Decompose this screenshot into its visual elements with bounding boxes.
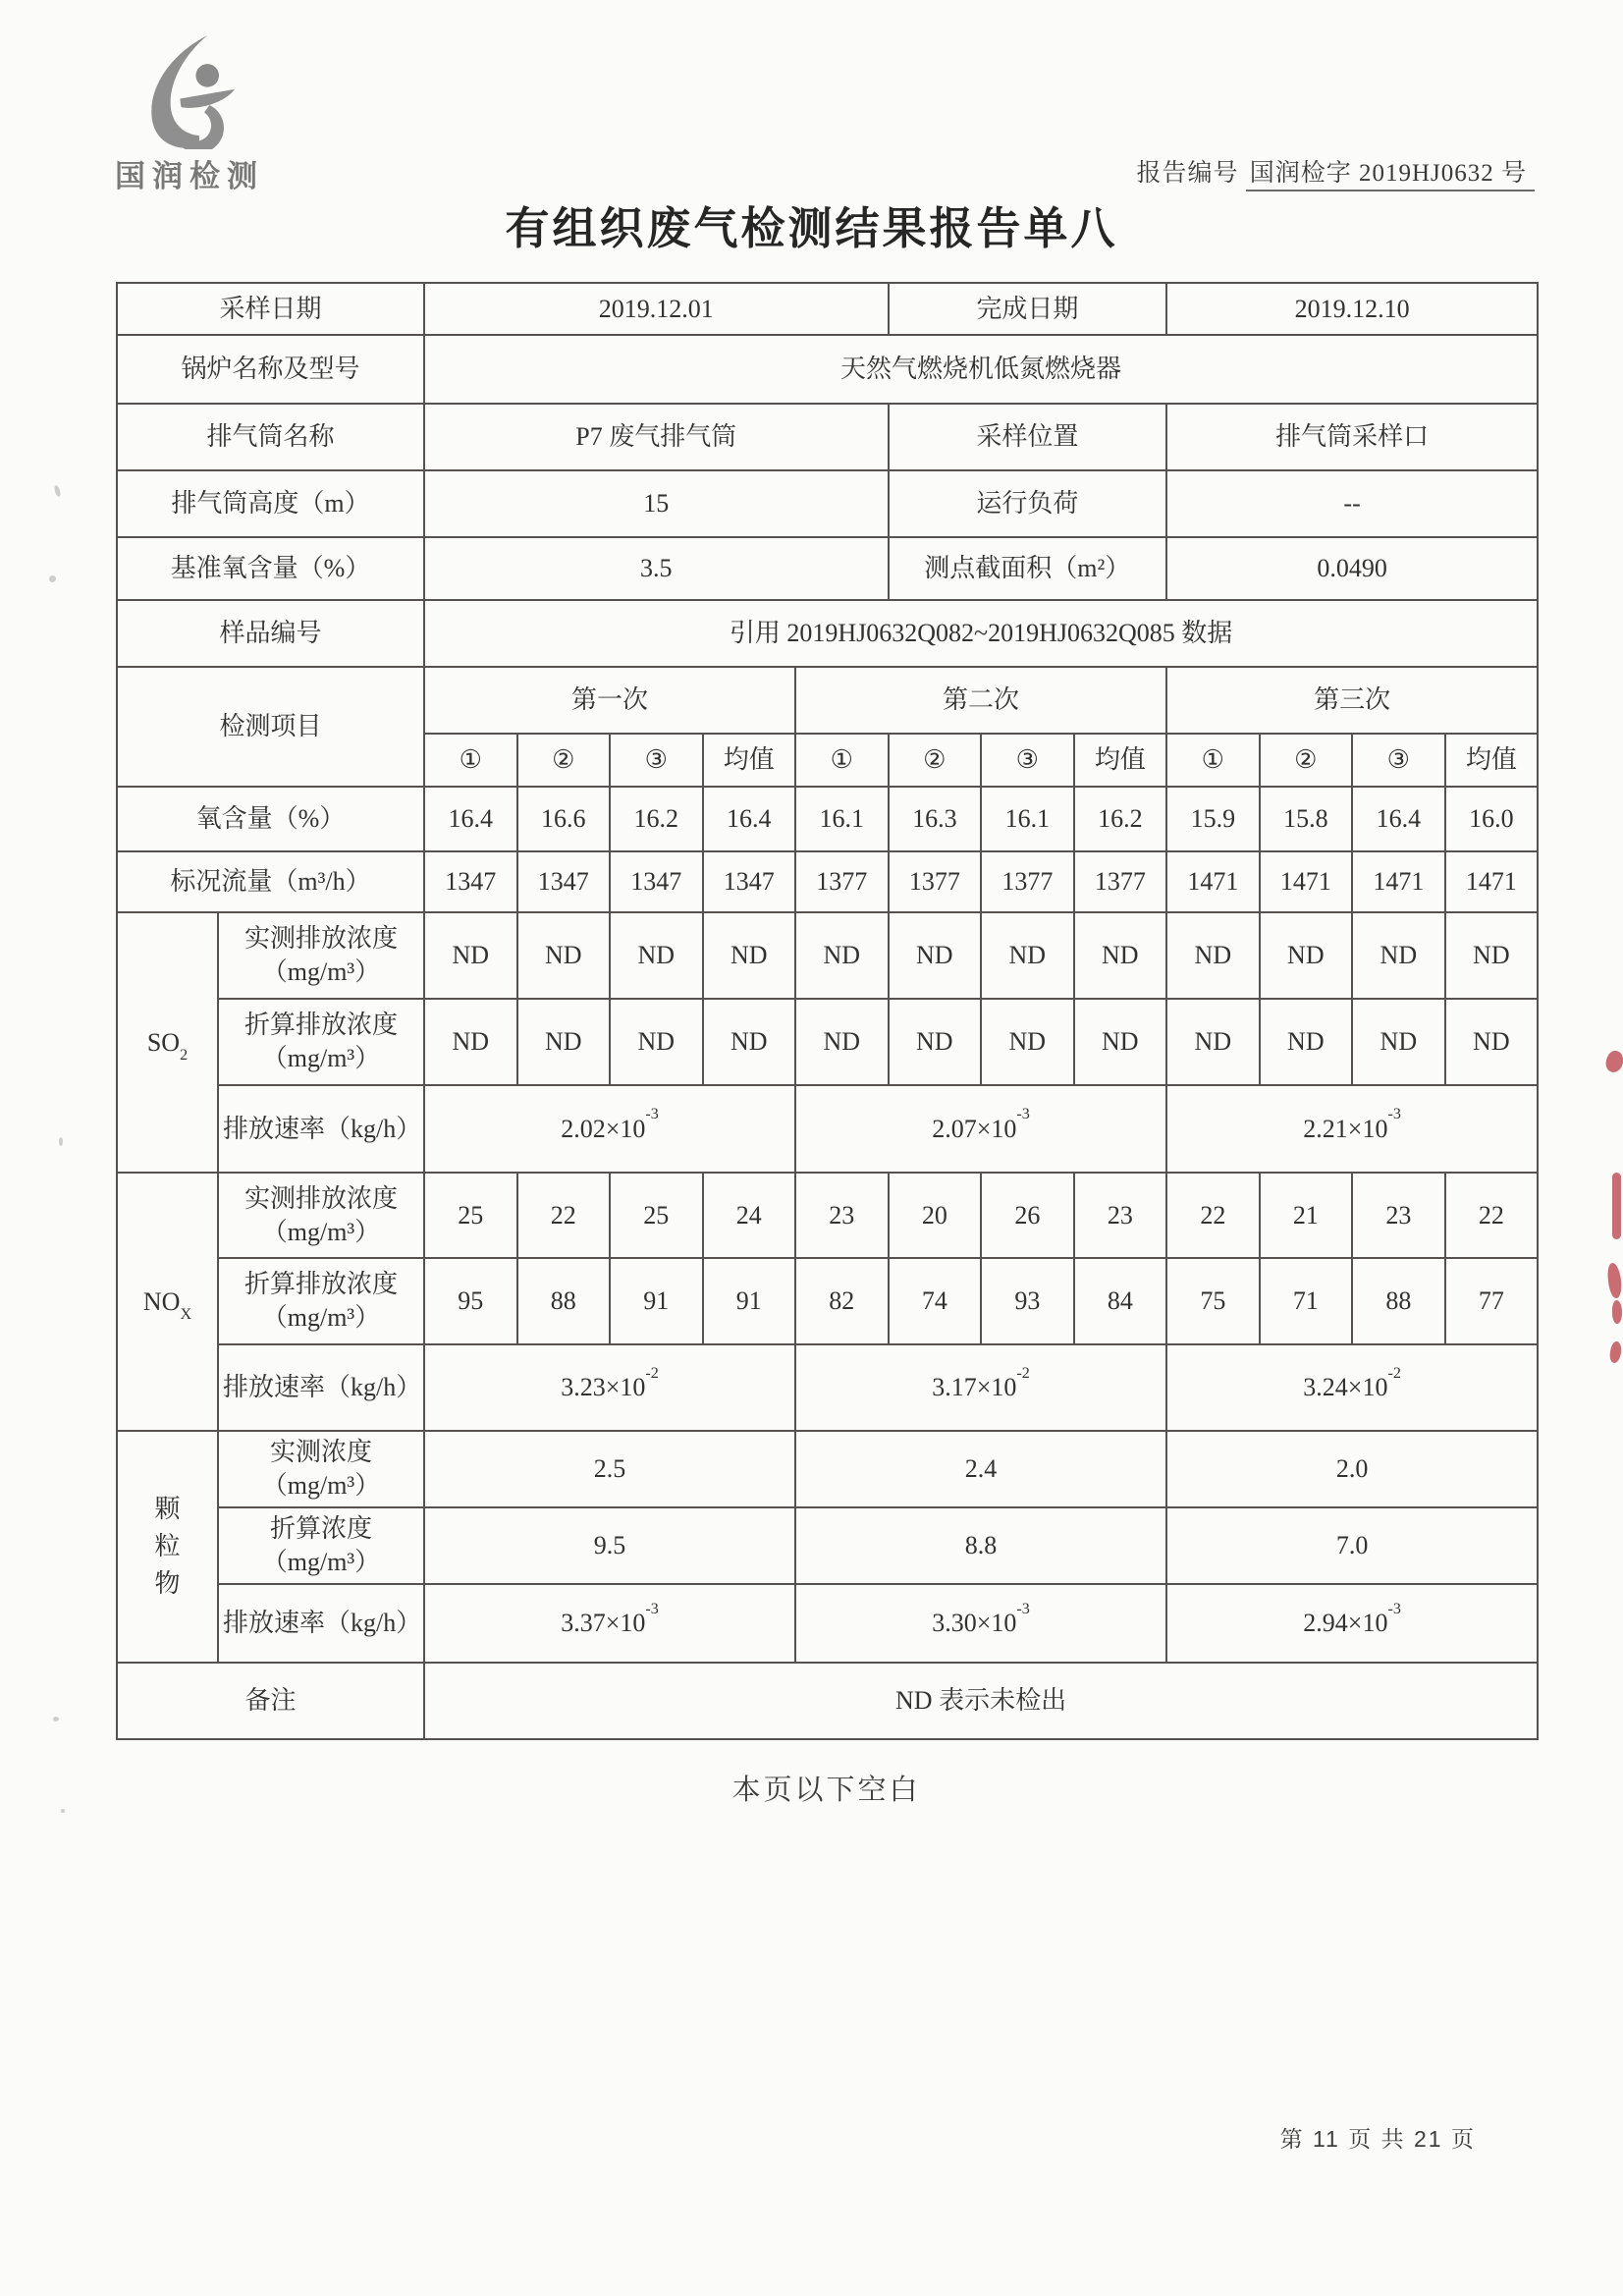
value-cell (424, 1085, 795, 1173)
value-cell: 16.1 (795, 787, 889, 851)
rate-base: 3.24×10 (1303, 1373, 1388, 1402)
subcol-header-cell: ③ (610, 734, 703, 787)
value-cell: 16.2 (1074, 787, 1167, 851)
results-table (116, 282, 1539, 1740)
value-cell: 23 (795, 1173, 889, 1258)
value-cell: 9.5 (424, 1507, 795, 1584)
value-cell (1166, 1344, 1538, 1431)
substance-nox (117, 1173, 218, 1431)
value-cell: ND (1445, 999, 1539, 1085)
value-cell: 引用 2019HJ0632Q082~2019HJ0632Q085 数据 (424, 600, 1538, 667)
row-pm-measured (117, 1431, 1538, 1507)
row-pm-rate (117, 1584, 1538, 1663)
value-cell: 26 (981, 1173, 1074, 1258)
rate-base: 3.30×10 (932, 1609, 1017, 1638)
value-cell: 82 (795, 1258, 889, 1344)
value-cell: 2019.12.10 (1166, 283, 1538, 335)
row-stack-height (117, 470, 1538, 537)
row-sampling-date (117, 283, 1538, 335)
value-cell: 1377 (795, 851, 889, 912)
row-nox-measured (117, 1173, 1538, 1258)
subcol-header-cell: 均值 (703, 734, 796, 787)
page-title: 有组织废气检测结果报告单八 (505, 204, 1118, 253)
value-cell: 2.5 (424, 1431, 795, 1507)
label-cell: 折算浓度（mg/m³） (218, 1507, 424, 1584)
blank-note: 本页以下空白 (731, 1775, 921, 1806)
row-so2-converted (117, 999, 1538, 1085)
value-cell: ND (424, 999, 517, 1085)
label-cell: 完成日期 (889, 283, 1167, 335)
substance-name: 颗粒物 (154, 1495, 181, 1598)
value-cell: 1347 (703, 851, 796, 912)
value-cell (424, 1584, 795, 1663)
red-ink-mark (1612, 1300, 1622, 1324)
value-cell: 3.5 (424, 537, 889, 600)
run-header-cell: 第一次 (424, 667, 795, 734)
label-cell: 备注 (117, 1663, 424, 1739)
label-cell: 排气筒高度（m） (117, 470, 424, 537)
value-cell: 2019.12.01 (424, 283, 889, 335)
value-cell: -- (1166, 470, 1538, 537)
row-flow (117, 851, 1538, 912)
rate-exponent: -3 (645, 1600, 659, 1617)
value-cell: ND (1352, 999, 1445, 1085)
rate-exponent: -3 (1387, 1600, 1401, 1617)
value-cell: ND (703, 912, 796, 999)
rate-exponent: -3 (645, 1106, 659, 1123)
label-cell: 排放速率（kg/h） (218, 1085, 424, 1173)
scan-speck (59, 1137, 63, 1146)
label-cell: 氧含量（%） (117, 787, 424, 851)
value-cell: 25 (610, 1173, 703, 1258)
company-logo (106, 33, 273, 195)
value-cell: ND (1445, 912, 1539, 999)
scan-speck (53, 1717, 59, 1722)
value-cell: 15.9 (1166, 787, 1260, 851)
value-cell: 23 (1074, 1173, 1167, 1258)
label-cell: 实测排放浓度（mg/m³） (218, 1173, 424, 1258)
run-header-cell: 第三次 (1166, 667, 1538, 734)
rate-exponent: -2 (1387, 1364, 1401, 1382)
value-cell: 1347 (610, 851, 703, 912)
logo-mark-icon (131, 33, 248, 149)
value-cell: 2.0 (1166, 1431, 1538, 1507)
subcol-header-cell: ① (795, 734, 889, 787)
value-cell: 74 (889, 1258, 982, 1344)
value-cell: 1471 (1166, 851, 1260, 912)
value-cell: 1471 (1445, 851, 1539, 912)
rate-base: 3.37×10 (561, 1609, 646, 1638)
value-cell: ND (1166, 999, 1260, 1085)
subcol-header-cell: ② (889, 734, 982, 787)
value-cell: 1377 (981, 851, 1074, 912)
value-cell: 7.0 (1166, 1507, 1538, 1584)
label-cell: 采样日期 (117, 283, 424, 335)
report-number-label: 报告编号 (1136, 160, 1239, 187)
value-cell: 16.4 (703, 787, 796, 851)
label-cell: 标况流量（m³/h） (117, 851, 424, 912)
rate-exponent: -2 (1016, 1364, 1030, 1382)
value-cell: 20 (889, 1173, 982, 1258)
row-run-header (117, 667, 1538, 734)
subcol-header-cell: 均值 (1445, 734, 1539, 787)
value-cell: 排气筒采样口 (1166, 404, 1538, 470)
value-cell: 16.6 (517, 787, 611, 851)
label-cell: 基准氧含量（%） (117, 537, 424, 600)
subcol-header-cell: ① (1166, 734, 1260, 787)
value-cell: ND (703, 999, 796, 1085)
rate-exponent: -2 (645, 1364, 659, 1382)
substance-subscript: X (180, 1305, 192, 1323)
value-cell: ND (1074, 912, 1167, 999)
label-cell: 实测浓度（mg/m³） (218, 1431, 424, 1507)
label-cell: 排放速率（kg/h） (218, 1584, 424, 1663)
value-cell: 75 (1166, 1258, 1260, 1344)
label-cell: 采样位置 (889, 404, 1167, 470)
value-cell: 16.0 (1445, 787, 1539, 851)
rate-exponent: -3 (1016, 1106, 1030, 1123)
value-cell: ND (981, 912, 1074, 999)
row-stack-name (117, 404, 1538, 470)
row-nox-rate (117, 1344, 1538, 1431)
row-boiler (117, 335, 1538, 404)
value-cell: 71 (1260, 1258, 1353, 1344)
value-cell: 23 (1352, 1173, 1445, 1258)
red-ink-mark (1603, 1049, 1623, 1074)
value-cell: ND (1074, 999, 1167, 1085)
red-ink-mark (1612, 1173, 1621, 1239)
value-cell: 88 (1352, 1258, 1445, 1344)
value-cell: 16.2 (610, 787, 703, 851)
label-cell: 检测项目 (117, 667, 424, 787)
value-cell (795, 1584, 1166, 1663)
report-number-line (1136, 153, 1535, 189)
value-cell: 16.4 (1352, 787, 1445, 851)
rate-base: 2.21×10 (1303, 1114, 1388, 1143)
value-cell: 22 (517, 1173, 611, 1258)
value-cell: 24 (703, 1173, 796, 1258)
value-cell: 77 (1445, 1258, 1539, 1344)
value-cell: 0.0490 (1166, 537, 1538, 600)
value-cell: 16.4 (424, 787, 517, 851)
value-cell: ND (1260, 999, 1353, 1085)
value-cell: ND (610, 999, 703, 1085)
label-cell: 样品编号 (117, 600, 424, 667)
value-cell: ND (889, 999, 982, 1085)
value-cell: 8.8 (795, 1507, 1166, 1584)
value-cell: 天然气燃烧机低氮燃烧器 (424, 335, 1538, 404)
value-cell: 16.3 (889, 787, 982, 851)
value-cell: 1471 (1352, 851, 1445, 912)
rate-exponent: -3 (1016, 1600, 1030, 1617)
row-so2-rate (117, 1085, 1538, 1173)
value-cell: ND (795, 999, 889, 1085)
value-cell: 15 (424, 470, 889, 537)
report-number: 国润检字 2019HJ0632 号 (1246, 160, 1535, 191)
value-cell: P7 废气排气筒 (424, 404, 889, 470)
label-cell: 运行负荷 (889, 470, 1167, 537)
row-remark (117, 1663, 1538, 1739)
value-cell: 93 (981, 1258, 1074, 1344)
logo-text: 国润检测 (115, 159, 264, 193)
page-number: 第 11 页 共 21 页 (1279, 2126, 1476, 2152)
value-cell: 84 (1074, 1258, 1167, 1344)
label-cell: 排气筒名称 (117, 404, 424, 470)
value-cell: ND 表示未检出 (424, 1663, 1538, 1739)
value-cell (424, 1344, 795, 1431)
row-oxygen-baseline (117, 537, 1538, 600)
rate-exponent: -3 (1387, 1106, 1401, 1123)
label-cell: 排放速率（kg/h） (218, 1344, 424, 1431)
value-cell: ND (517, 912, 611, 999)
label-cell: 折算排放浓度（mg/m³） (218, 999, 424, 1085)
value-cell: 16.1 (981, 787, 1074, 851)
value-cell: 88 (517, 1258, 611, 1344)
value-cell: ND (424, 912, 517, 999)
value-cell (1166, 1085, 1538, 1173)
value-cell: ND (517, 999, 611, 1085)
value-cell: 91 (610, 1258, 703, 1344)
label-cell: 实测排放浓度（mg/m³） (218, 912, 424, 999)
value-cell: ND (795, 912, 889, 999)
rate-base: 3.23×10 (561, 1373, 646, 1402)
substance-name: SO (146, 1027, 181, 1057)
value-cell: 95 (424, 1258, 517, 1344)
row-nox-converted (117, 1258, 1538, 1344)
scan-speck (53, 485, 61, 498)
label-cell: 锅炉名称及型号 (117, 335, 424, 404)
label-cell: 测点截面积（m²） (889, 537, 1167, 600)
rate-base: 2.94×10 (1303, 1609, 1388, 1638)
substance-subscript: 2 (180, 1046, 189, 1064)
value-cell: ND (1166, 912, 1260, 999)
value-cell: 1347 (424, 851, 517, 912)
red-ink-mark (1608, 1340, 1623, 1364)
value-cell: 25 (424, 1173, 517, 1258)
row-so2-measured (117, 912, 1538, 999)
run-header-cell: 第二次 (795, 667, 1166, 734)
value-cell (795, 1344, 1166, 1431)
rate-base: 3.17×10 (932, 1373, 1017, 1402)
substance-pm (117, 1431, 218, 1663)
value-cell (1166, 1584, 1538, 1663)
value-cell: ND (1352, 912, 1445, 999)
subcol-header-cell: ② (1260, 734, 1353, 787)
value-cell: 15.8 (1260, 787, 1353, 851)
value-cell: 1377 (1074, 851, 1167, 912)
rate-base: 2.07×10 (932, 1114, 1017, 1143)
value-cell: 1471 (1260, 851, 1353, 912)
subcol-header-cell: ① (424, 734, 517, 787)
substance-name: NO (142, 1286, 181, 1316)
value-cell: 22 (1445, 1173, 1539, 1258)
row-oxygen (117, 787, 1538, 851)
row-sample-no (117, 600, 1538, 667)
value-cell: 91 (703, 1258, 796, 1344)
value-cell: 2.4 (795, 1431, 1166, 1507)
value-cell: ND (981, 999, 1074, 1085)
value-cell: 1347 (517, 851, 611, 912)
value-cell: ND (889, 912, 982, 999)
subcol-header-cell: ③ (981, 734, 1074, 787)
value-cell: 21 (1260, 1173, 1353, 1258)
label-cell: 折算排放浓度（mg/m³） (218, 1258, 424, 1344)
value-cell: 22 (1166, 1173, 1260, 1258)
scan-speck (49, 575, 56, 582)
substance-so2 (117, 912, 218, 1173)
value-cell: 1377 (889, 851, 982, 912)
subcol-header-cell: 均值 (1074, 734, 1167, 787)
subcol-header-cell: ② (517, 734, 611, 787)
value-cell: ND (1260, 912, 1353, 999)
scan-speck (61, 1809, 65, 1813)
subcol-header-cell: ③ (1352, 734, 1445, 787)
value-cell: ND (610, 912, 703, 999)
rate-base: 2.02×10 (561, 1114, 646, 1143)
row-pm-converted (117, 1507, 1538, 1584)
red-ink-mark (1606, 1262, 1623, 1298)
value-cell (795, 1085, 1166, 1173)
